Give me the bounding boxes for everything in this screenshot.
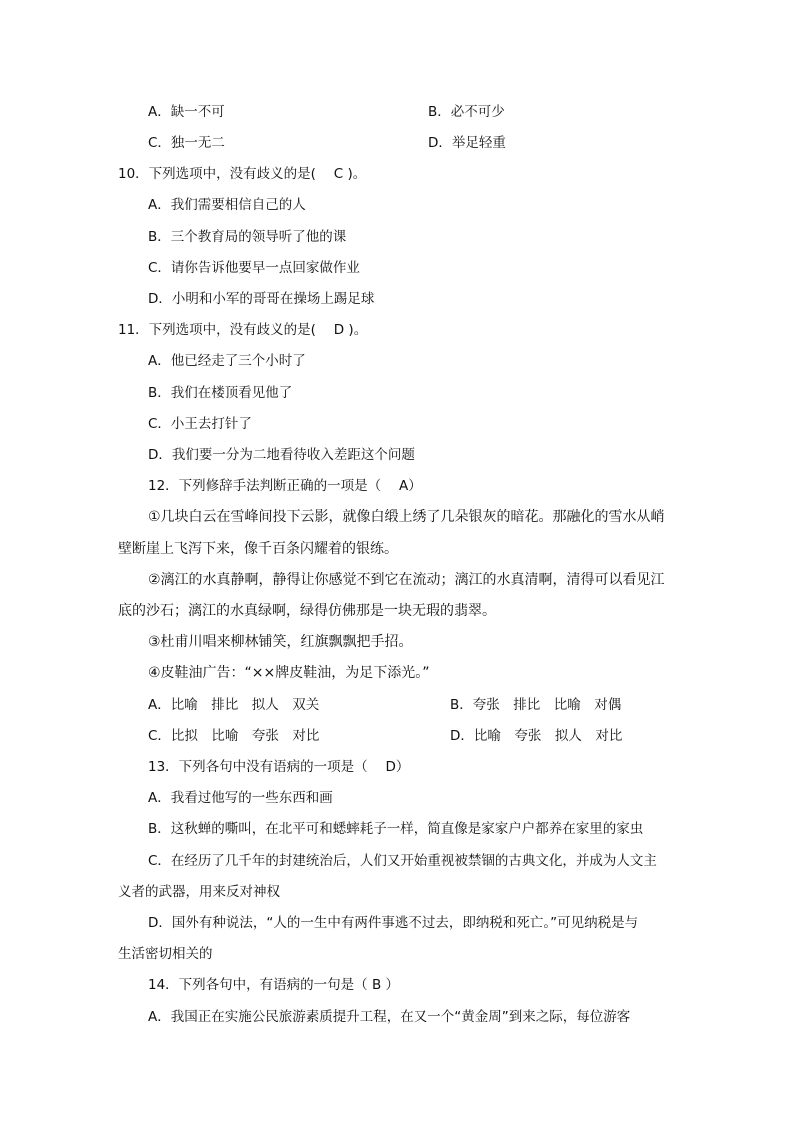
q10-option-a: A．我们需要相信自己的人 (148, 197, 306, 213)
q14-stem: 14．下列各句中，有语病的一句是（ B ） (148, 977, 400, 993)
q11-option-d: D．我们要一分为二地看待收入差距这个问题 (148, 447, 415, 463)
q11-option-b: B．我们在楼顶看见他了 (148, 385, 293, 401)
q12-item4: ④皮鞋油广告：“××牌皮鞋油，为足下添光。” (148, 665, 430, 681)
q12-option-d: D．比喻 夸张 拟人 对比 (450, 728, 623, 744)
q12-item2-line1: ②漓江的水真静啊，静得让你感觉不到它在流动；漓江的水真清啊，清得可以看见江 (148, 572, 665, 588)
q9-option-b: B．必不可少 (428, 104, 505, 120)
q12-option-c: C．比拟 比喻 夸张 对比 (148, 728, 320, 744)
q13-option-a: A．我看过他写的一些东西和画 (148, 790, 333, 806)
q13-option-d-line2: 生活密切相关的 (118, 946, 213, 962)
q14-option-a-line1: A．我国正在实施公民旅游素质提升工程，在又一个“黄金周”到来之际，每位游客 (148, 1009, 631, 1025)
q10-stem: 10．下列选项中，没有歧义的是( C )。 (118, 166, 367, 182)
q9-option-c: C．独一无二 (148, 135, 225, 151)
q12-item2-line2: 底的沙石；漓江的水真绿啊，绿得仿佛那是一块无瑕的翡翠。 (118, 603, 496, 619)
q12-item1-line2: 壁断崖上飞泻下来，像千百条闪耀着的银练。 (118, 541, 398, 557)
q13-option-d-line1: D．国外有种说法，“人的一生中有两件事逃不过去，即纳税和死亡。”可见纳税是与 (148, 915, 639, 931)
q12-option-b: B．夸张 排比 比喻 对偶 (450, 697, 622, 713)
q10-option-b: B．三个教育局的领导听了他的课 (148, 229, 347, 245)
q10-option-d: D．小明和小军的哥哥在操场上踢足球 (148, 291, 375, 307)
q12-stem: 12．下列修辞手法判断正确的一项是（ A） (148, 478, 422, 494)
q12-item3: ③杜甫川唱来柳林铺笑，红旗飘飘把手招。 (148, 634, 413, 650)
q10-option-c: C．请你告诉他要早一点回家做作业 (148, 260, 360, 276)
q13-option-c-line2: 义者的武器，用来反对神权 (118, 884, 280, 900)
q11-option-c: C．小王去打针了 (148, 416, 252, 432)
q13-option-b: B．这秋蝉的嘶叫，在北平可和蟋蟀耗子一样，简直像是家家户户都养在家里的家虫 (148, 821, 644, 837)
q9-option-d: D．举足轻重 (428, 135, 506, 151)
q13-option-c-line1: C．在经历了几千年的封建统治后，人们又开始重视被禁锢的古典文化，并成为人文主 (148, 853, 657, 869)
q12-item1-line1: ①几块白云在雪峰间投下云影，就像白缎上绣了几朵银灰的暗花。那融化的雪水从峭 (148, 509, 665, 525)
q9-option-a: A．缺一不可 (148, 104, 225, 120)
q13-stem: 13．下列各句中没有语病的一项是（ D） (148, 759, 410, 775)
q11-option-a: A．他已经走了三个小时了 (148, 353, 306, 369)
q12-option-a: A．比喻 排比 拟人 双关 (148, 697, 320, 713)
q11-stem: 11．下列选项中，没有歧义的是( D )。 (118, 322, 368, 338)
